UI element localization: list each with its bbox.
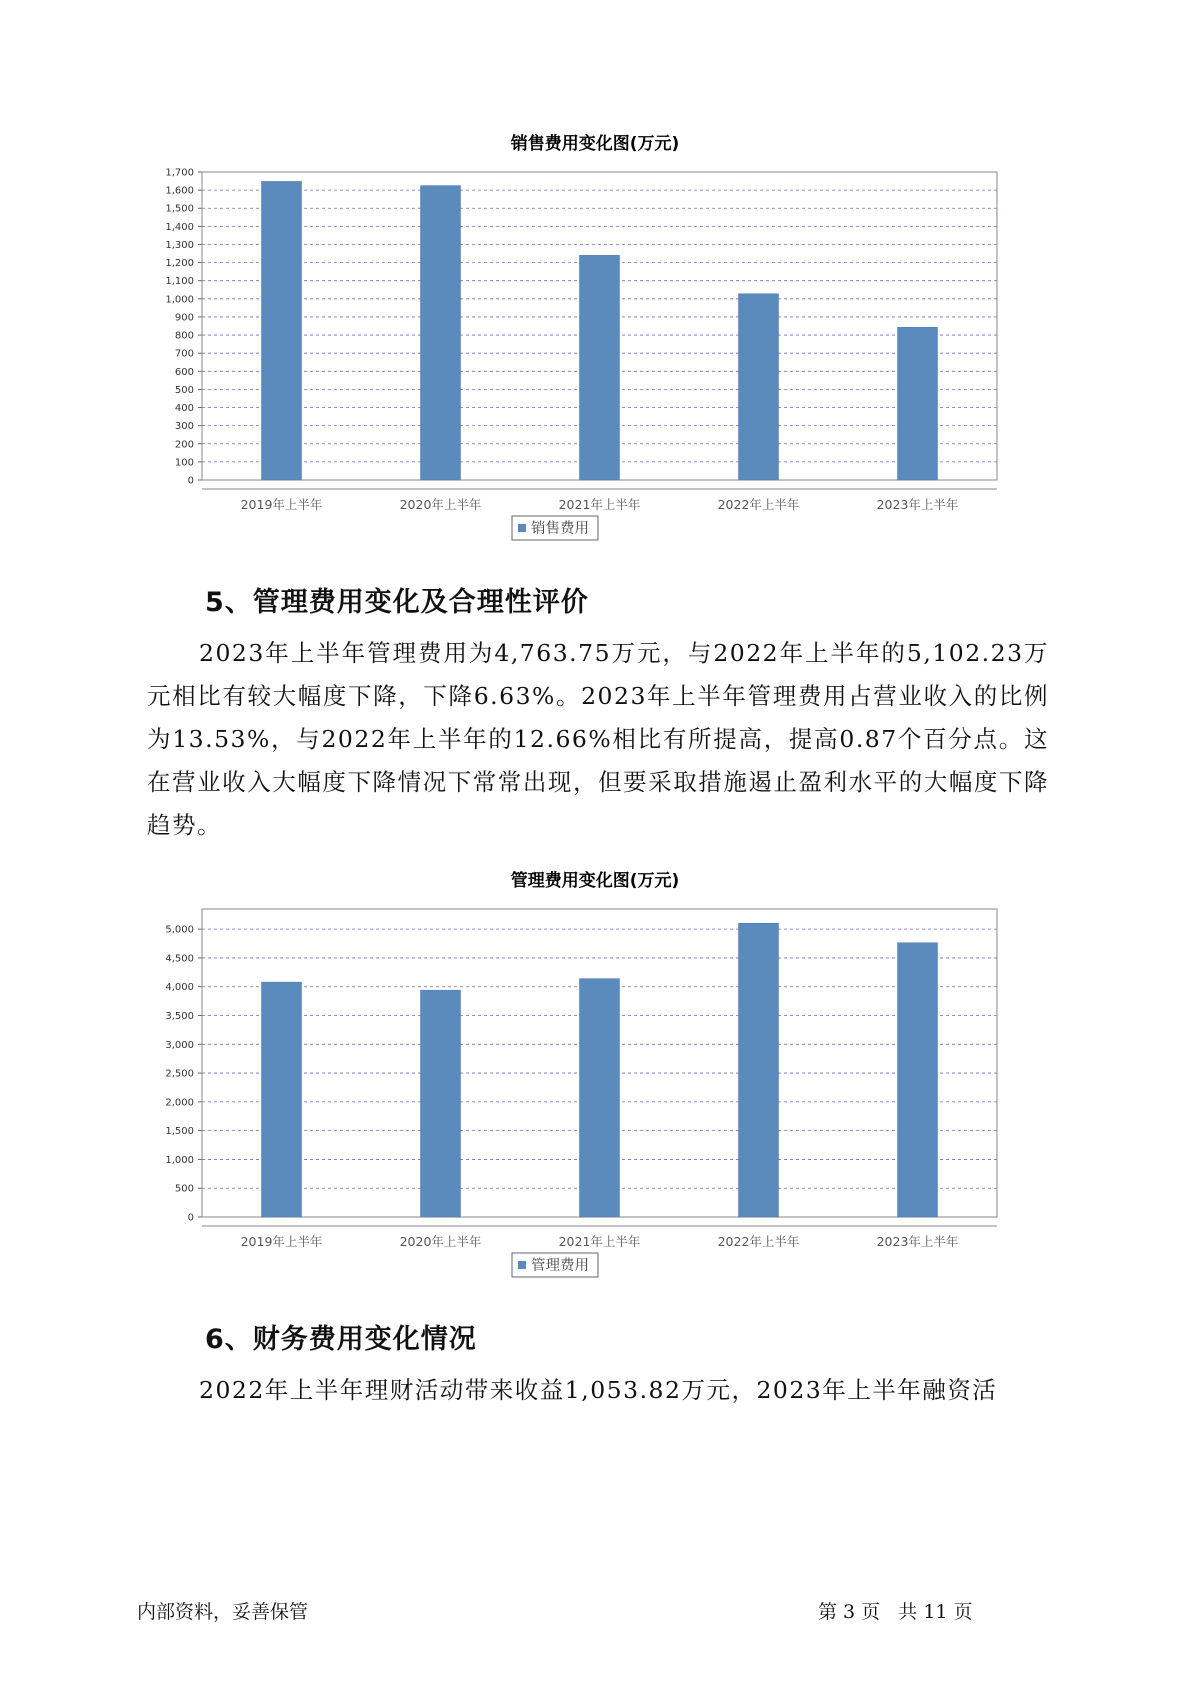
y-tick-label: 300 (174, 421, 194, 433)
y-tick-label: 3,000 (165, 1039, 194, 1051)
y-tick-label: 1,000 (165, 1154, 194, 1166)
y-tick-label: 400 (174, 403, 194, 415)
sales-expense-chart (140, 125, 1050, 550)
y-tick-label: 800 (174, 330, 194, 342)
chart-title: 管理费用变化图(万元) (510, 871, 680, 891)
y-tick-label: 1,100 (165, 276, 194, 288)
footer-page-number: 第 3 页 共 11 页 (818, 1601, 973, 1623)
section5-heading: 5、管理费用变化及合理性评价 (205, 587, 589, 618)
bar (580, 979, 620, 1217)
y-tick-label: 3,500 (165, 1011, 194, 1023)
bar (421, 990, 461, 1217)
y-tick-label: 500 (174, 1183, 194, 1195)
section6-heading: 6、财务费用变化情况 (205, 1324, 477, 1355)
y-tick-label: 1,300 (165, 239, 194, 251)
y-tick-label: 1,200 (165, 258, 194, 270)
legend-label: 管理费用 (531, 1258, 589, 1274)
bar (739, 923, 779, 1217)
bar (262, 982, 302, 1217)
legend-swatch (518, 1261, 526, 1269)
y-tick-label: 100 (174, 457, 194, 469)
legend-label: 销售费用 (531, 521, 589, 537)
legend-swatch (518, 524, 526, 532)
chart-title: 销售费用变化图(万元) (510, 134, 680, 154)
bar (898, 327, 938, 480)
y-tick-label: 2,500 (165, 1068, 194, 1080)
section5-paragraph-text: 2023年上半年管理费用为4,763.75万元，与2022年上半年的5,102.23万元相比有较大幅度下降，下降6.63%。2023年上半年管理费用占营业收入的比例为13.53%，与2022年上半年的12.66%相比有所提高，提高0.87个百分点。这在营业收入大幅度下降情况下常常出现，但要采取措施遏止盈利水平的大幅度下降趋势。 (147, 639, 1049, 839)
sales-expense-chart-svg (140, 125, 1050, 550)
y-tick-label: 2,000 (165, 1097, 194, 1109)
y-tick-label: 900 (174, 312, 194, 324)
y-tick-label: 4,500 (165, 953, 194, 965)
y-tick-label: 0 (187, 1212, 194, 1224)
footer-left: 内部资料，妥善保管 (137, 1601, 309, 1623)
x-category-label: 2019年上半年 (240, 497, 323, 512)
y-tick-label: 600 (174, 366, 194, 378)
y-tick-label: 0 (187, 475, 194, 487)
y-tick-label: 5,000 (165, 924, 194, 936)
bar (262, 181, 302, 480)
y-tick-label: 500 (174, 384, 194, 396)
x-category-label: 2020年上半年 (399, 497, 482, 512)
x-category-label: 2022年上半年 (717, 1234, 800, 1249)
y-tick-label: 1,500 (165, 203, 194, 215)
x-category-label: 2021年上半年 (558, 1234, 641, 1249)
y-tick-label: 1,000 (165, 294, 194, 306)
x-category-label: 2019年上半年 (240, 1234, 323, 1249)
x-category-label: 2023年上半年 (876, 1234, 959, 1249)
bar (421, 186, 461, 480)
x-category-label: 2020年上半年 (399, 1234, 482, 1249)
section6-paragraph (147, 1369, 1049, 1412)
section5-paragraph (147, 632, 1049, 847)
y-tick-label: 700 (174, 348, 194, 360)
y-tick-label: 200 (174, 439, 194, 451)
bar (580, 255, 620, 480)
bar (739, 294, 779, 480)
x-category-label: 2023年上半年 (876, 497, 959, 512)
y-tick-label: 1,400 (165, 221, 194, 233)
y-tick-label: 1,600 (165, 185, 194, 197)
x-category-label: 2021年上半年 (558, 497, 641, 512)
y-tick-label: 1,700 (165, 167, 194, 179)
y-tick-label: 1,500 (165, 1126, 194, 1138)
admin-expense-chart (140, 862, 1050, 1287)
x-category-label: 2022年上半年 (717, 497, 800, 512)
y-tick-label: 4,000 (165, 982, 194, 994)
admin-expense-chart-svg (140, 862, 1050, 1287)
bar (898, 943, 938, 1217)
section6-paragraph-text: 2022年上半年理财活动带来收益1,053.82万元，2023年上半年融资活 (199, 1376, 998, 1404)
